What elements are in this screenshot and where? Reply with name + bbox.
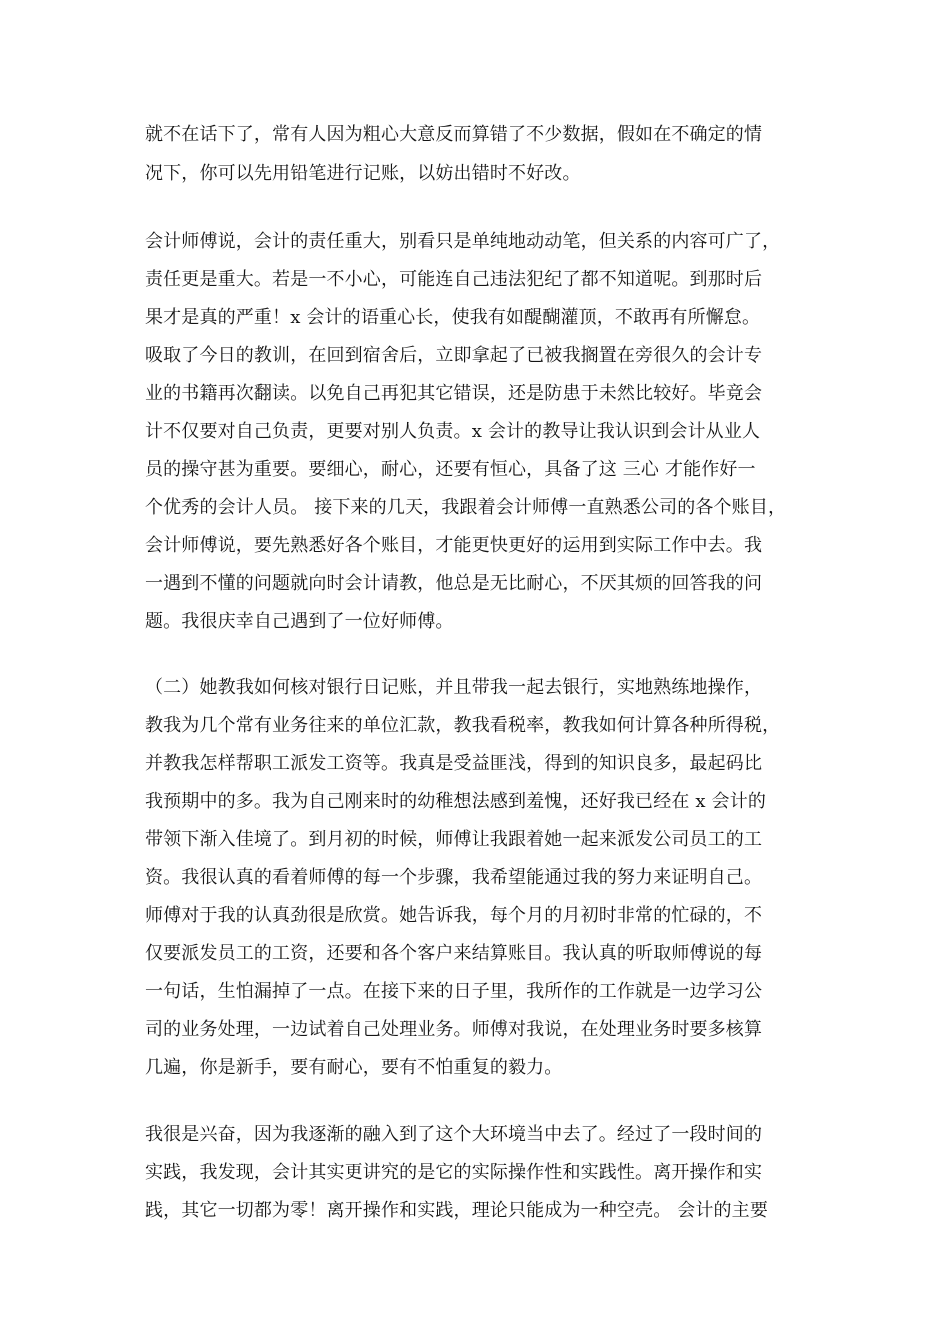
paragraph-3-line-9: 一句话，生怕漏掉了一点。在接下来的日子里，我所作的工作就是一边学习公 bbox=[145, 981, 763, 1002]
paragraph-2-line-4: 吸取了今日的教训，在回到宿舍后，立即拿起了已被我搁置在旁很久的会计专 bbox=[145, 345, 763, 366]
paragraph-4-line-1: 我很是兴奋，因为我逐渐的融入到了这个大环境当中去了。经过了一段时间的 bbox=[145, 1124, 763, 1145]
paragraph-1-line-1: 就不在话下了，常有人因为粗心大意反而算错了不少数据，假如在不确定的情 bbox=[145, 124, 763, 145]
paragraph-3-line-1: （二）她教我如何核对银行日记账，并且带我一起去银行，实地熟练地操作， bbox=[145, 677, 763, 698]
paragraph-4-line-3: 践，其它一切都为零！离开操作和实践，理论只能成为一种空壳。 会计的主要 bbox=[145, 1200, 768, 1221]
paragraph-3-line-2: 教我为几个常有业务往来的单位汇款，教我看税率，教我如何计算各种所得税， bbox=[145, 715, 781, 736]
paragraph-2-line-2: 责任更是重大。若是一不小心，可能连自己违法犯纪了都不知道呢。到那时后 bbox=[145, 269, 763, 290]
paragraph-2-line-5: 业的书籍再次翻读。以免自己再犯其它错误，还是防患于未然比较好。毕竟会 bbox=[145, 383, 763, 404]
paragraph-2-line-10: 一遇到不懂的问题就向时会计请教，他总是无比耐心，不厌其烦的回答我的问 bbox=[145, 573, 763, 594]
paragraph-1-line-2: 况下，你可以先用铅笔进行记账，以妨出错时不好改。 bbox=[145, 163, 581, 184]
paragraph-2-line-11: 题。我很庆幸自己遇到了一位好师傅。 bbox=[145, 611, 454, 632]
paragraph-2-line-8: 个优秀的会计人员。 接下来的几天，我跟着会计师傅一直熟悉公司的各个账目， bbox=[145, 497, 787, 518]
paragraph-2-line-9: 会计师傅说，要先熟悉好各个账目，才能更快更好的运用到实际工作中去。我 bbox=[145, 535, 763, 556]
paragraph-2-line-3: 果才是真的严重！x 会计的语重心长，使我有如醍醐灌顶，不敢再有所懈怠。 bbox=[145, 307, 761, 328]
paragraph-3-line-4: 我预期中的多。我为自己刚来时的幼稚想法感到羞愧，还好我已经在 x 会计的 bbox=[145, 791, 766, 812]
paragraph-4-line-2: 实践，我发现，会计其实更讲究的是它的实际操作性和实践性。离开操作和实 bbox=[145, 1162, 763, 1183]
paragraph-2-line-6: 计不仅要对自己负责，更要对别人负责。x 会计的教导让我认识到会计从业人 bbox=[145, 421, 761, 442]
paragraph-3-line-7: 师傅对于我的认真劲很是欣赏。她告诉我，每个月的月初时非常的忙碌的，不 bbox=[145, 905, 763, 926]
paragraph-3-line-10: 司的业务处理，一边试着自己处理业务。师傅对我说，在处理业务时要多核算 bbox=[145, 1019, 763, 1040]
paragraph-2-line-7: 员的操守甚为重要。要细心，耐心，还要有恒心，具备了这 三心 才能作好一 bbox=[145, 459, 756, 480]
paragraph-3-line-11: 几遍，你是新手，要有耐心，要有不怕重复的毅力。 bbox=[145, 1057, 563, 1078]
paragraph-3-line-3: 并教我怎样帮职工派发工资等。我真是受益匪浅，得到的知识良多，最起码比 bbox=[145, 753, 763, 774]
paragraph-3-line-6: 资。我很认真的看着师傅的每一个步骤，我希望能通过我的努力来证明自己。 bbox=[145, 867, 763, 888]
paragraph-3-line-8: 仅要派发员工的工资，还要和各个客户来结算账目。我认真的听取师傅说的每 bbox=[145, 943, 763, 964]
paragraph-2-line-1: 会计师傅说，会计的责任重大，别看只是单纯地动动笔，但关系的内容可广了， bbox=[145, 231, 781, 252]
paragraph-3-line-5: 带领下渐入佳境了。到月初的时候，师傅让我跟着她一起来派发公司员工的工 bbox=[145, 829, 763, 850]
